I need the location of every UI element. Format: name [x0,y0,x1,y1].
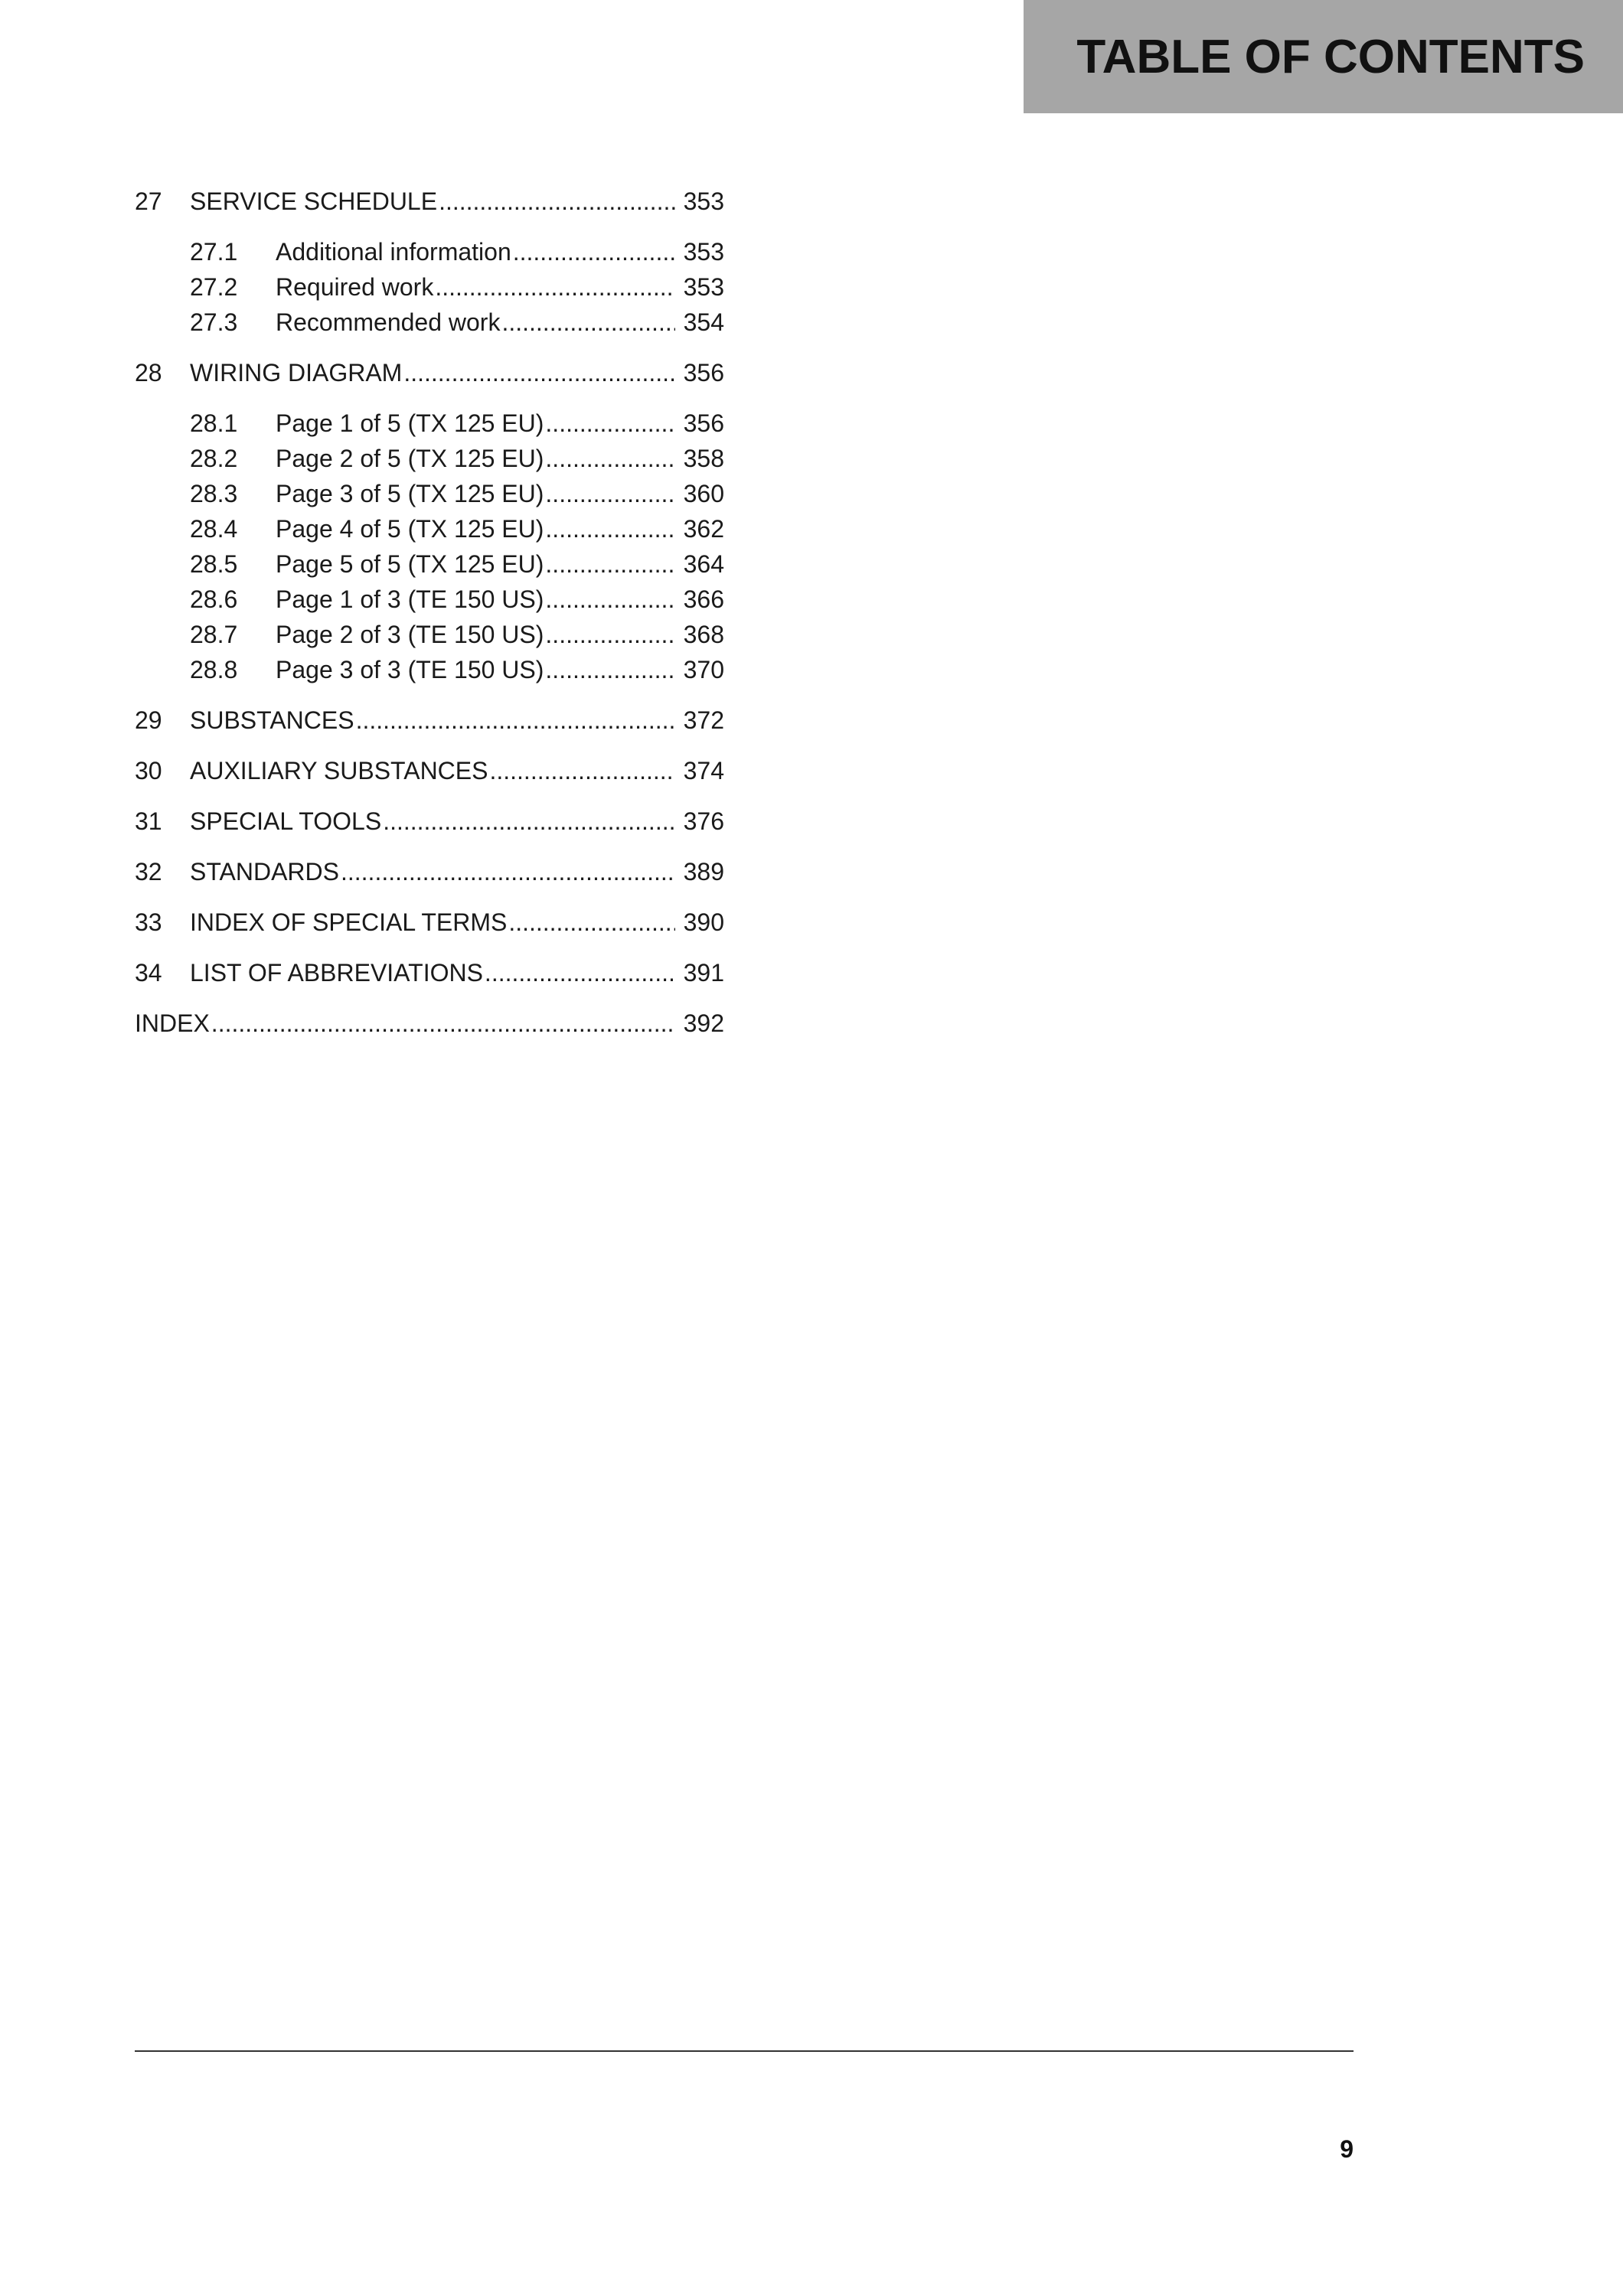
toc-entry-label: Page 3 of 3 (TE 150 US) [276,656,544,683]
page-number: 9 [1340,2135,1354,2163]
toc-entry-page: 353 [683,238,724,266]
toc-entry-number: 34 [135,959,162,987]
toc-entry-label: Recommended work [276,308,501,336]
toc-entry-label: AUXILIARY SUBSTANCES [190,757,488,784]
toc-entry[interactable] [135,234,724,269]
toc-entry[interactable] [135,355,724,390]
toc-entry-label: Page 3 of 5 (TX 125 EU) [276,480,544,507]
toc-leader-dots [545,546,675,582]
toc-entry-number: 28.5 [190,550,238,578]
toc-entry-page: 353 [683,273,724,301]
toc-entry-label: STANDARDS [190,858,339,885]
toc-leader-dots [545,582,675,617]
toc-entry[interactable] [135,955,724,990]
toc-entry-page: 364 [683,550,724,578]
toc-leader-dots [489,753,675,788]
toc-entry-number: 27 [135,188,162,215]
toc-entry-page: 389 [683,858,724,885]
toc-entry-page: 358 [683,445,724,472]
toc-entry[interactable] [135,305,724,340]
toc-leader-dots [356,703,675,738]
toc-entry[interactable] [135,617,724,652]
toc-entry-label: SUBSTANCES [190,706,354,734]
toc-entry-number: 27.1 [190,238,238,266]
toc-entry[interactable] [135,511,724,546]
toc-entry-label: Additional information [276,238,511,266]
toc-leader-dots [545,511,675,546]
toc-entry[interactable] [135,854,724,889]
page-title: TABLE OF CONTENTS [1076,30,1585,83]
toc-entry-label: Page 2 of 3 (TE 150 US) [276,621,544,648]
toc-entry-number: 33 [135,908,162,936]
toc-entry-page: 360 [683,480,724,507]
toc-leader-dots [513,234,675,269]
toc-entry-label: LIST OF ABBREVIATIONS [190,959,483,987]
toc-entry-number: 29 [135,706,162,734]
toc-leader-dots [508,905,675,940]
toc-entry[interactable] [135,753,724,788]
toc-entry-number: 28.6 [190,585,238,613]
toc-entry-number: 28.8 [190,656,238,683]
toc-leader-dots [545,406,675,441]
toc-entry-number: 28.2 [190,445,238,472]
toc-entry-page: 353 [683,188,724,215]
toc-entry-page: 366 [683,585,724,613]
toc-leader-dots [211,1006,675,1041]
toc-entry[interactable] [135,184,724,219]
toc-entry-label: SERVICE SCHEDULE [190,188,438,215]
toc-entry[interactable] [135,441,724,476]
toc-entry-label: SPECIAL TOOLS [190,807,382,835]
toc-entry-number: 28.7 [190,621,238,648]
toc-entry-number: 28.3 [190,480,238,507]
toc-entry-page: 368 [683,621,724,648]
toc-entry-number: 28.4 [190,515,238,543]
toc-entry-label: Page 1 of 5 (TX 125 EU) [276,409,544,437]
toc-leader-dots [545,441,675,476]
toc-entry-page: 354 [683,308,724,336]
toc-entry-label: INDEX OF SPECIAL TERMS [190,908,508,936]
toc-leader-dots [545,476,675,511]
toc-entry-number: 32 [135,858,162,885]
toc-entry-label: Required work [276,273,434,301]
toc-entry-page: 362 [683,515,724,543]
toc-leader-dots [439,184,675,219]
toc-entry[interactable] [135,703,724,738]
toc-entry-page: 356 [683,359,724,386]
toc-entry-number: 31 [135,807,162,835]
toc-entry[interactable] [135,905,724,940]
toc-entry-page: 374 [683,757,724,784]
toc-leader-dots [501,305,675,340]
toc-entry-number: 30 [135,757,162,784]
header-tab [1024,0,1623,113]
toc-leader-dots [545,617,675,652]
footer-divider [135,2050,1354,2052]
toc-entry-page: 370 [683,656,724,683]
toc-entry[interactable] [135,582,724,617]
toc-leader-dots [485,955,675,990]
toc-entry-number: 28.1 [190,409,238,437]
toc-leader-dots [435,269,675,305]
toc-entry-page: 356 [683,409,724,437]
toc-leader-dots [383,804,675,839]
toc-entry-label: Page 1 of 3 (TE 150 US) [276,585,544,613]
toc-entry[interactable] [135,476,724,511]
toc-entry[interactable] [135,546,724,582]
toc-entry-number: 28 [135,359,162,386]
toc-leader-dots [545,652,675,687]
toc-entry-number: 27.3 [190,308,238,336]
toc-entry[interactable] [135,804,724,839]
toc-entry-label: INDEX [135,1009,210,1037]
toc-entry-page: 376 [683,807,724,835]
toc-entry[interactable] [135,1006,724,1041]
toc-entry[interactable] [135,652,724,687]
toc-entry-page: 391 [683,959,724,987]
toc-entry-number: 27.2 [190,273,238,301]
toc-entry-page: 372 [683,706,724,734]
toc-entry-page: 392 [683,1009,724,1037]
toc-entry-label: WIRING DIAGRAM [190,359,403,386]
toc-leader-dots [403,355,675,390]
toc-entry-label: Page 5 of 5 (TX 125 EU) [276,550,544,578]
toc-entry-label: Page 2 of 5 (TX 125 EU) [276,445,544,472]
toc-entry[interactable] [135,406,724,441]
toc-entry[interactable] [135,269,724,305]
toc-entry-page: 390 [683,908,724,936]
toc-entry-label: Page 4 of 5 (TX 125 EU) [276,515,544,543]
toc-leader-dots [341,854,675,889]
